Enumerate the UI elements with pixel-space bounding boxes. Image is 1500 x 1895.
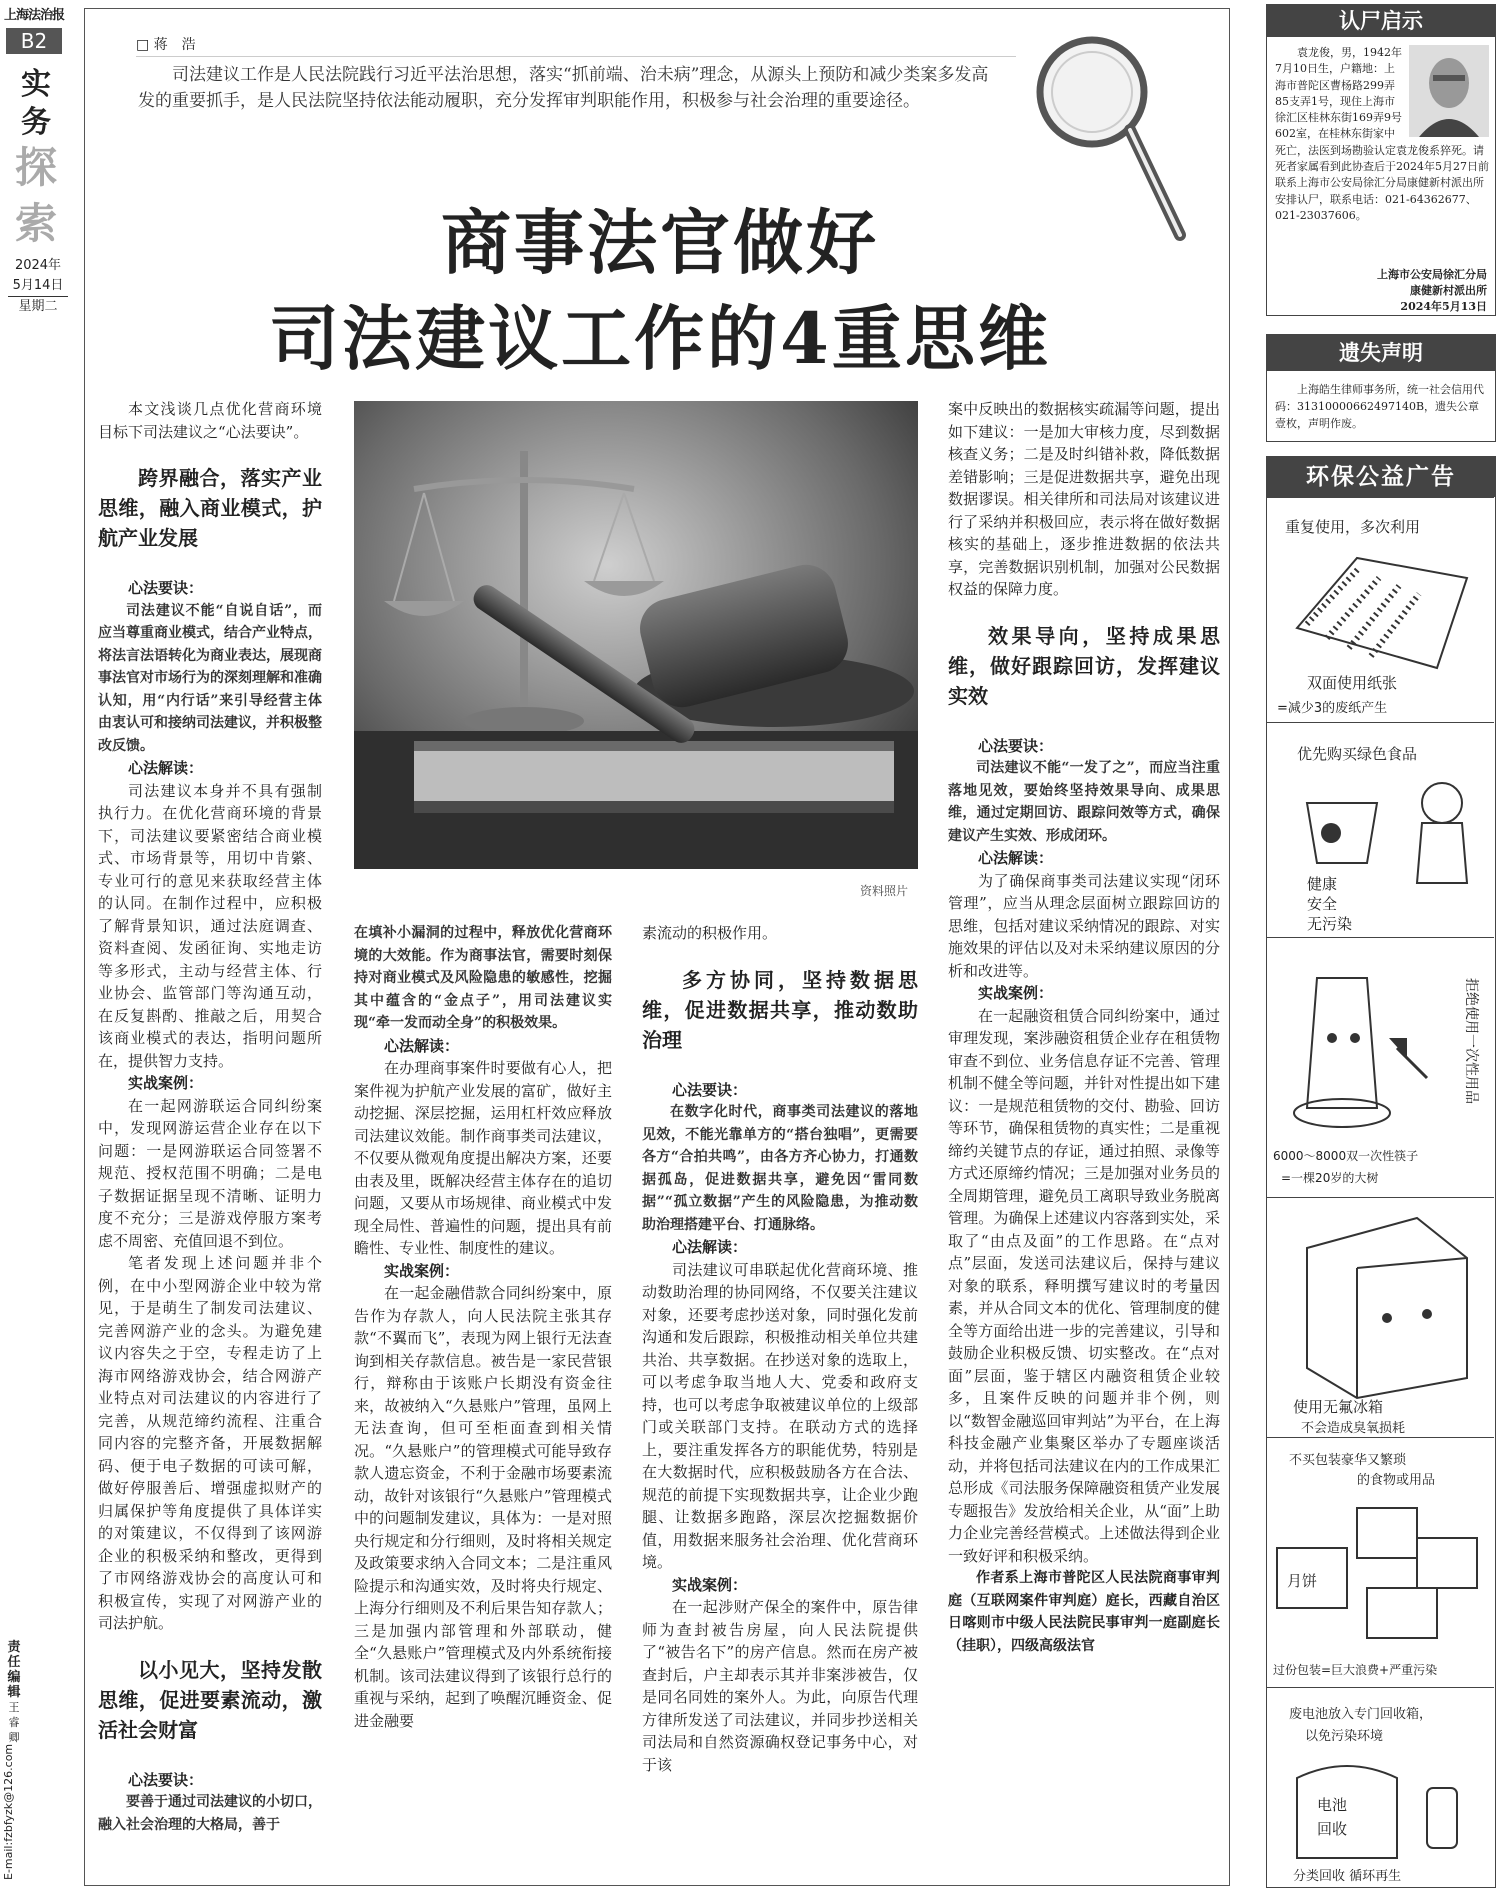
eco-p5-b: 过份包装=巨大浪费+严重污染 <box>1273 1663 1438 1677</box>
issue-weekday: 星期二 <box>18 299 58 314</box>
eco-p4-b1: 使用无氟冰箱 <box>1293 1398 1384 1416</box>
label-key-2: 心法要诀： <box>128 1770 204 1789</box>
eco-p6-box2: 回收 <box>1317 1820 1348 1838</box>
label-interpretation-2: 心法解读： <box>384 1036 460 1055</box>
eco-panel-disposable <box>1267 937 1494 1197</box>
paragraph-6: 司法建议可串联起优化营商环境、推动数助治理的协同网络，不仅要关注建议对象，还要考虑抄送对象，同时强化发前沟通和发后跟踪，积极推动相关单位共建共治、共享数据。在抄送对象的选取上，可以考虑争取当地人大、党委和政府支持，也可以考虑争取被建议单位的上级部门或关联部门支持。在联动方式的选择上，要注重发挥各方的职能优势，特别是在大数据时代，应积极鼓励各方在合法、规范的前提下实现数据共享，让企业少跑腿、让数据多跑路，深层次挖掘数据价值，用数据来服务社会治理、优化营商环境。 <box>642 1260 918 1571</box>
key-text-3: 在数字化时代，商事类司法建议的落地见效，不能光靠单方的“搭台独唱”，更需要各方“合拍共鸣”，由各方齐心协力，打通数据孤岛，促进数据共享，避免因“雷同数据”“孤立数据”产生的风险隐患，为推动数助治理搭建平台、打通脉络。 <box>642 1104 918 1233</box>
eco-p5-top1: 不买包装豪华又繁琐 <box>1289 1453 1407 1468</box>
author-bio: 作者系上海市普陀区人民法院商事审判庭（互联网案件审判庭）庭长，西藏自治区日喀则市中级人民法院民事审判一庭副庭长（挂职），四级高级法官 <box>948 1570 1220 1654</box>
eco-panel-green-food <box>1267 722 1494 937</box>
paragraph-9: 在一起融资租赁合同纠纷案中，通过审理发现，案涉融资租赁企业存在租赁物审查不到位、业务信息存证不完善、管理机制不健全等问题，并针对性提出如下建议：一是规范租赁物的交付、勘验、回访等环节，确保租赁物的真实性；二是重视缔约关键节点的存证，通过拍照、录像等方式还原缔约情况；三是加强对业务员的全周期管理，避免员工离职导致业务脱离管理。为确保上述建议内容落到实处，采取了“由点及面”的工作思路。在“点对点”层面，发送司法建议后，保持与建议对象的联系，释明撰写建议时的考量因素，并从合同文本的优化、管理制度的健全等方面给出进一步的完善建议，引导和鼓励企业积极反馈、切实整改。在“点对面”层面，鉴于辖区内融资租赁企业较多，且案件反映的问题并非个例，则以“数智金融巡回审判站”为平台，在上海科技金融产业集聚区举办了专题座谈活动，并将包括司法建议在内的工作成果汇总形成《司法服务保障融资租赁产业发展专题报告》发放给相关企业，从“面”上助力企业完善经营模式。上述做法得到企业一致好评和积极采纳。 <box>948 1006 1220 1565</box>
paragraph-8: 为了确保商事类司法建议实现“闭环管理”，应当从理念层面树立跟踪回访的思维，包括对建议采纳情况的跟踪、对实施效果的评估以及对未采纳建议原因的分析和改进等。 <box>948 871 1220 980</box>
eco-p5-top2: 的食物或用品 <box>1357 1473 1436 1488</box>
subheading-4: 效果导向，坚持成果思维，做好跟踪回访，发挥建议实效 <box>948 623 1220 708</box>
girl-icon <box>1422 783 1462 823</box>
lost-title: 遗失声明 <box>1267 335 1495 371</box>
article-column-1 <box>98 398 322 1836</box>
paragraph-7: 在一起涉财产保全的案件中，原告律师为查封被告房屋，向人民法院提供了“被告名下”的房产信息。然而在房产被查封后，户主却表示其并非案涉被告，仅是同名同姓的案外人。为此，向原告代理方律所发送了司法建议，并同步抄送相关司法局和自然资源确权登记事务中心，对于该 <box>642 1598 918 1774</box>
eco-p6-box1: 电池 <box>1317 1796 1348 1814</box>
notice-sign-org: 上海市公安局徐汇分局 <box>1377 268 1487 281</box>
eco-p2-c: 无污染 <box>1307 915 1353 933</box>
key-text-1: 司法建议不能“自说自话”，而应当尊重商业模式，结合产业特点，将法言法语转化为商业表达，展现商事法官对市场行为的深刻理解和准确认知，用“内行话”来引导经营主体由衷认可和接纳司法建议，并积极整改反馈。 <box>98 602 322 754</box>
section-label-outline: 探索 <box>14 143 57 248</box>
eco-p4-b2: 不会造成臭氧损耗 <box>1301 1421 1406 1436</box>
masthead-strip <box>0 0 78 1895</box>
eco-p2-a: 健康 <box>1307 875 1338 893</box>
subheading-2: 以小见大，坚持发散思维，促进要素流动，激活社会财富 <box>98 1657 322 1742</box>
label-key-4: 心法要诀： <box>978 736 1054 755</box>
eco-panel-paper <box>1267 497 1494 722</box>
label-key-3: 心法要诀： <box>672 1080 748 1099</box>
label-case-2: 实战案例： <box>384 1261 460 1280</box>
paragraph-3: 笔者发现上述问题并非个例，在中小型网游企业中较为常见，于是萌生了制发司法建议、完善网游产业的念头。为避免建议内容失之于空，专程走访了上海市网络游戏协会，结合网游产业特点对司法建议的内容进行了完善，从规范缔约流程、注重合同内容的完整齐备，开展数据解码、便于电子数据的可读可解，做好停服善后、增强虚拟财产的归属保护等角度提供了具体详实的对策建议，不仅得到了该网游企业的积极采纳和整改，更得到了市网络游戏协会的高度认可和积极宣传，实现了对网游产业的司法护航。 <box>98 1254 322 1632</box>
eco-panel-battery <box>1267 1687 1494 1887</box>
notice-body-text: 袁龙俊，男，1942年7月10日生，户籍地：上海市普陀区曹杨路299弄85支弄1号，现住上海市徐汇区桂林东街169弄9号602室，在桂林东街家中死亡，法医到场勘验认定袁龙俊系猝死。请死者家属看到此协查后于2024年5月27日前联系上海市公安局徐汇分局康健新村派出所安排认尸，联系电话：021-64362677、021-23037606。 <box>1275 46 1489 222</box>
paragraph-2: 在一起网游联运合同纠纷案中，发现网游运营企业存在以下问题：一是网游联运合同签署不规范、授权范围不明确；二是电子数据证据呈现不清晰、证明力度不充分；三是游戏停服方案考虑不周密、充值回退不到位。 <box>98 1096 322 1250</box>
notice-body <box>1275 45 1489 224</box>
notice-signature <box>1377 267 1487 315</box>
article-title <box>210 195 1110 387</box>
article-column-4 <box>948 398 1220 1657</box>
title-line-2: 司法建议工作的4重思维 <box>269 297 1051 380</box>
shopping-basket-icon <box>1307 803 1377 863</box>
notice-body-identification <box>1266 4 1496 316</box>
paragraph-5-cont: 素流动的积极作用。 <box>642 924 778 942</box>
eco-p1-b2: =减少3的废纸产生 <box>1277 701 1388 716</box>
editor-title: 责任编辑 <box>7 1640 21 1700</box>
paragraph-5: 在一起金融借款合同纠纷案中，原告作为存款人，向人民法院主张其存款“不翼而飞”，表现为网上银行无法查询到相关存款信息。被告是一家民营银行，辩称由于该账户长期没有资金往来，故被纳入“久悬账户”管理，虽网上无法查询，但可至柜面查到相关情况。“久悬账户”的管理模式可能导致存款人遗忘资金，不利于金融市场要素流动，故针对该银行“久悬账户”管理模式中的问题制发建议，具体为：一是对照央行规定和分行细则，及时将相关规定及政策要求纳入合同文本；二是注重风险提示和沟通实效，及时将央行规定、上海分行细则及不利后果告知存款人；三是加强内部管理和外部联动，健全“久悬账户”管理模式及内外系统衔接机制。该司法建议得到了该银行总行的重视与采纳，起到了唤醒沉睡资金、促进金融要 <box>354 1284 612 1730</box>
article-lead: 本文浅谈几点优化营商环境目标下司法建议之“心法要诀”。 <box>98 400 322 441</box>
issue-year: 2024年 <box>14 258 62 273</box>
eco-p6-b: 分类回收 循环再生 <box>1293 1869 1402 1884</box>
eco-p6-top1: 废电池放入专门回收箱， <box>1289 1707 1433 1722</box>
eco-p3-side: 拒绝使用一次性用品 <box>1463 978 1479 1104</box>
label-interpretation-4: 心法解读： <box>978 849 1054 867</box>
eco-panel-packaging <box>1267 1437 1494 1687</box>
eco-p1-top: 重复使用，多次利用 <box>1285 518 1421 536</box>
eco-p3-b2: =一棵20岁的大树 <box>1281 1171 1379 1185</box>
fridge-icon <box>1307 1218 1467 1398</box>
intro-divider <box>136 56 1016 57</box>
article-author: □ 蒋 浩 <box>136 37 196 53</box>
gavel-scales-photo <box>354 401 918 869</box>
editor-name: 王睿卿 <box>8 1701 20 1744</box>
eco-p3-b1: 6000～8000双一次性筷子 <box>1273 1149 1419 1163</box>
key-text-2: 要善于通过司法建议的小切口，融入社会治理的大格局，善于 <box>98 1794 322 1833</box>
page-code: B2 <box>6 28 62 54</box>
issue-day: 5月14日 <box>8 276 68 297</box>
key-text-4: 司法建议不能“一发了之”，而应当注重落地见效，要始终坚持效果导向、成果思维，通过定期回访、跟踪问效等方式，确保建议产生实效、形成闭环。 <box>948 760 1220 844</box>
eco-p5-label1: 月饼 <box>1287 1572 1318 1590</box>
notice-sign-date: 2024年5月13日 <box>1400 300 1487 313</box>
label-case-1: 实战案例： <box>128 1074 204 1092</box>
notice-title: 认尸启示 <box>1267 5 1495 37</box>
axe-icon <box>1397 1048 1427 1078</box>
paper-name: 上海法治报 <box>4 8 65 23</box>
eco-p1-b1: 双面使用纸张 <box>1307 674 1398 692</box>
section-label: 实务 <box>21 67 51 140</box>
article-column-3 <box>642 922 918 1776</box>
paragraph-4: 在办理商事案件时要做有心人，把案件视为护航产业发展的富矿，做好主动挖掘、深层挖掘，运用杠杆效应释放司法建议效能。制作商事类司法建议，不仅要从微观角度提出解决方案，还要由表及里，既解决经营主体存在的追切问题，又要从市场规律、商业模式中发现全局性、普遍性的问题，提出具有前瞻性、专业性、制度性的建议。 <box>354 1059 612 1257</box>
eco-public-ad <box>1266 456 1496 1888</box>
eco-p2-b: 安全 <box>1307 895 1338 913</box>
label-case-3: 实战案例： <box>672 1575 748 1594</box>
photo-caption: 资料照片 <box>860 884 909 898</box>
eco-p6-top2: 以免污染环境 <box>1305 1729 1384 1744</box>
paragraph-7-cont: 案中反映出的数据核实疏漏等问题，提出如下建议：一是加大审核力度，尽到数据核查义务；二是及时纠错补救，降低数据差错影响；三是促进数据共享，避免出现数据谬误。相关律所和司法局对该建议进行了采纳并积极回应，表示将在做好数据核实的基础上，逐步推进数据的依法共享，完善数据识别机制，加强对公民数据权益的保障力度。 <box>948 400 1220 598</box>
eco-panel-fridge <box>1267 1197 1494 1437</box>
article-intro: 司法建议工作是人民法院践行习近平法治思想，落实“抓前端、治未病”理念，从源头上预防和减少类案多发高发的重要抓手，是人民法院坚持依法能动履职，充分发挥审判职能作用，积极参与社会治理的重要途径。 <box>138 65 989 111</box>
issue-date <box>8 256 68 317</box>
notice-sign-dept: 康健新村派出所 <box>1410 284 1487 297</box>
editor-label <box>4 1640 24 1745</box>
paragraph-1: 司法建议本身并不具有强制执行力。在优化营商环境的背景下，司法建议要紧密结合商业模式、市场背景等，用切中肯綮、专业可行的意见来获取经营主体的认同。在制作过程中，应积极了解背景知识，通过法庭调查、资料查阅、发函征询、实地走访等多形式，主动与经营主体、行业协会、监管部门等沟通互动，在反复斟酌、推敲之后，用契合该商业模式的表达，指明问题所在，提供智力支持。 <box>98 781 322 1070</box>
key-text-2-cont: 在填补小漏洞的过程中，释放优化营商环境的大效能。作为商事法官，需要时刻保持对商业模式及风险隐患的敏感性，挖掘其中蕴含的“金点子”，用司法建议实现“牵一发而动全身”的积极效果。 <box>354 925 612 1031</box>
eco-title: 环保公益广告 <box>1267 457 1495 497</box>
notice-lost-statement <box>1266 334 1496 442</box>
title-line-1: 商事法官做好 <box>441 201 879 284</box>
eco-p2-top: 优先购买绿色食品 <box>1297 745 1418 763</box>
label-interpretation-1: 心法解读： <box>128 759 204 777</box>
subheading-3: 多方协同，坚持数据思维，促进数据共享，推动数助治理 <box>642 967 918 1052</box>
label-key-1: 心法要诀： <box>128 579 204 597</box>
tree-stump-icon <box>1307 978 1377 1108</box>
gavel-scales-image <box>354 401 918 869</box>
battery-icon <box>1427 1788 1457 1848</box>
portrait-photo <box>1409 45 1489 137</box>
paper-sheet-icon <box>1297 558 1467 668</box>
lost-body: 上海皓生律师事务所，统一社会信用代码：31310000662497140B，遗失公章壹枚，声明作废。 <box>1275 383 1484 430</box>
subheading-1: 跨界融合，落实产业思维，融入商业模式，护航产业发展 <box>98 466 322 550</box>
label-case-4: 实战案例： <box>978 984 1054 1002</box>
article-column-2 <box>354 922 612 1732</box>
label-interpretation-3: 心法解读： <box>672 1238 748 1256</box>
editor-email: E-mail:fzbfyzk@126.com <box>2 1743 15 1880</box>
